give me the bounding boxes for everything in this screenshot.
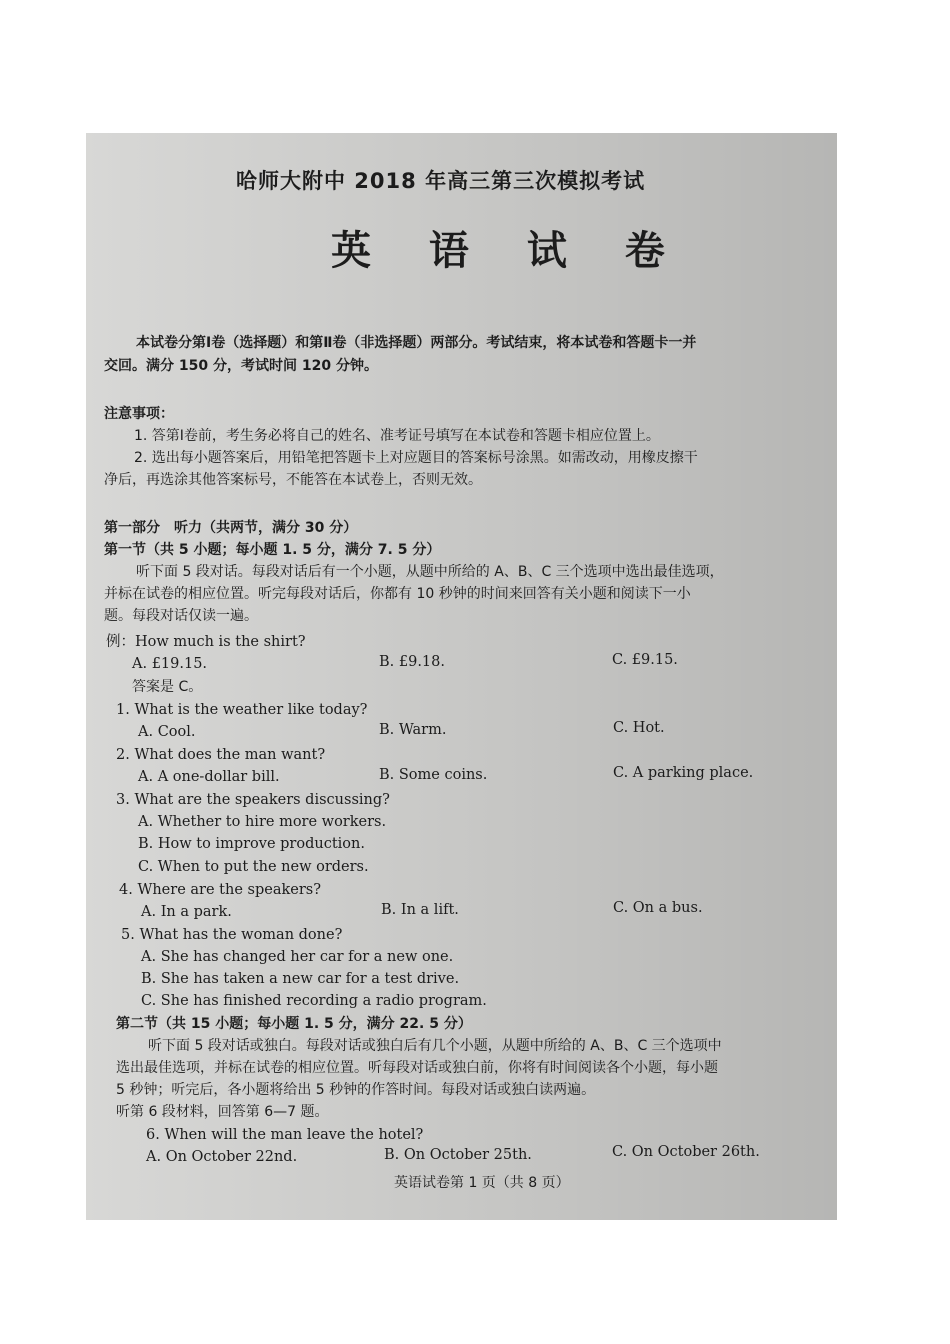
- example-option-a: A. £19.15.: [132, 656, 208, 672]
- question-3-option-c: C. When to put the new orders.: [138, 859, 369, 875]
- part1-heading: 第一部分 听力（共两节，满分 30 分）: [104, 520, 358, 536]
- section2-material-note: 听第 6 段材料，回答第 6—7 题。: [116, 1104, 329, 1120]
- question-4-option-b: B. In a lift.: [381, 902, 459, 918]
- example-option-b: B. £9.18.: [379, 654, 445, 670]
- section2-instructions-1: 听下面 5 段对话或独白。每段对话或独白后有几个小题，从题中所给的 A、B、C 三个选项中: [148, 1038, 722, 1054]
- question-1-option-c: C. Hot.: [613, 720, 665, 736]
- intro-line-2: 交回。满分 150 分，考试时间 120 分钟。: [104, 358, 378, 374]
- question-1-option-b: B. Warm.: [379, 722, 447, 738]
- note-item-2b: 净后，再选涂其他答案标号，不能答在本试卷上，否则无效。: [104, 472, 482, 488]
- question-5-option-a: A. She has changed her car for a new one.: [141, 949, 454, 965]
- intro-line-1: 本试卷分第Ⅰ卷（选择题）和第Ⅱ卷（非选择题）两部分。考试结束，将本试卷和答题卡一并: [136, 335, 697, 351]
- question-5: 5. What has the woman done?: [121, 927, 343, 943]
- example-option-c: C. £9.15.: [612, 652, 678, 668]
- question-6-option-c: C. On October 26th.: [612, 1144, 760, 1160]
- question-6-option-b: B. On October 25th.: [384, 1147, 532, 1163]
- question-5-option-b: B. She has taken a new car for a test drive.: [141, 971, 460, 987]
- question-2-option-b: B. Some coins.: [379, 767, 488, 783]
- question-4-option-a: A. In a park.: [141, 904, 232, 920]
- question-3: 3. What are the speakers discussing?: [116, 792, 390, 808]
- question-1: 1. What is the weather like today?: [116, 702, 368, 718]
- example-question: 例：How much is the shirt?: [106, 634, 306, 650]
- page-footer: 英语试卷第 1 页（共 8 页）: [394, 1175, 570, 1191]
- section1-instructions-1: 听下面 5 段对话。每段对话后有一个小题，从题中所给的 A、B、C 三个选项中选出最佳选项，: [136, 564, 724, 580]
- section1-instructions-2: 并标在试卷的相应位置。听完每段对话后，你都有 10 秒钟的时间来回答有关小题和阅读下一小: [104, 586, 691, 602]
- exam-page: [86, 133, 837, 1220]
- exam-subtitle: 英 语 试 卷: [331, 228, 687, 274]
- example-answer: 答案是 C。: [132, 679, 203, 695]
- section1-instructions-3: 题。每段对话仅读一遍。: [104, 608, 258, 624]
- question-3-option-b: B. How to improve production.: [138, 836, 365, 852]
- question-6-option-a: A. On October 22nd.: [146, 1149, 298, 1165]
- question-4: 4. Where are the speakers?: [119, 882, 321, 898]
- question-4-option-c: C. On a bus.: [613, 900, 703, 916]
- note-item-2a: 2. 选出每小题答案后，用铅笔把答题卡上对应题目的答案标号涂黑。如需改动，用橡皮擦干: [134, 450, 698, 466]
- question-2-option-c: C. A parking place.: [613, 765, 754, 781]
- question-2: 2. What does the man want?: [116, 747, 326, 763]
- question-3-option-a: A. Whether to hire more workers.: [138, 814, 387, 830]
- note-item-1: 1. 答第Ⅰ卷前，考生务必将自己的姓名、准考证号填写在本试卷和答题卡相应位置上。: [134, 428, 660, 444]
- section2-instructions-3: 5 秒钟；听完后，各小题将给出 5 秒钟的作答时间。每段对话或独白读两遍。: [116, 1082, 596, 1098]
- question-2-option-a: A. A one-dollar bill.: [138, 769, 280, 785]
- question-1-option-a: A. Cool.: [138, 724, 196, 740]
- question-5-option-c: C. She has finished recording a radio program.: [141, 993, 487, 1009]
- section2-instructions-2: 选出最佳选项，并标在试卷的相应位置。听每段对话或独白前，你将有时间阅读各个小题，每小题: [116, 1060, 718, 1076]
- section2-heading: 第二节（共 15 小题；每小题 1. 5 分，满分 22. 5 分）: [116, 1016, 472, 1032]
- section1-heading: 第一节（共 5 小题；每小题 1. 5 分，满分 7. 5 分）: [104, 542, 441, 558]
- question-6: 6. When will the man leave the hotel?: [146, 1127, 424, 1143]
- notes-heading: 注意事项：: [104, 406, 174, 422]
- exam-title: 哈师大附中 2018 年高三第三次模拟考试: [236, 169, 646, 193]
